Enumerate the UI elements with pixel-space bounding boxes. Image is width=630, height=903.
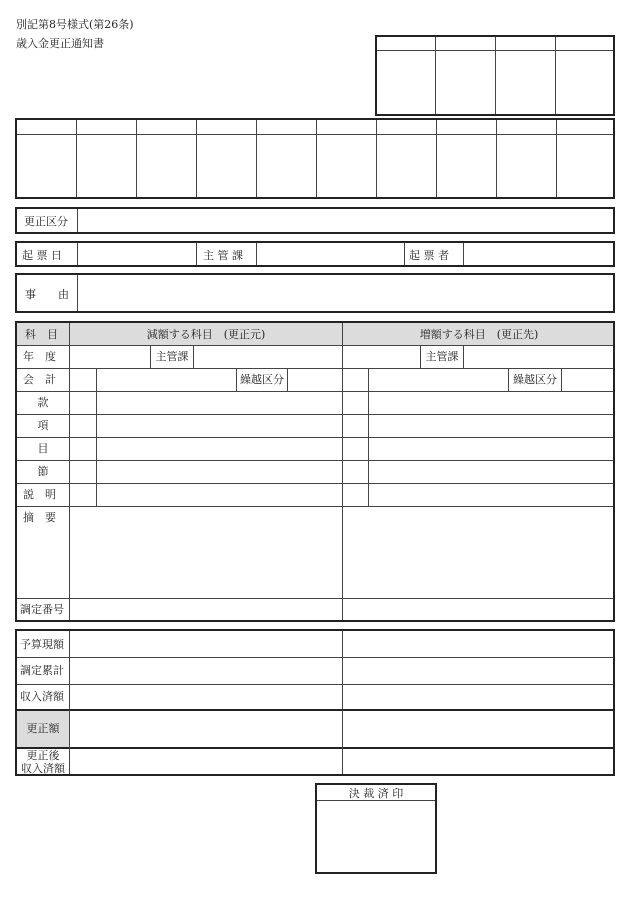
cumulative-label: 調定累計 (20, 664, 64, 677)
correction-type-field[interactable] (79, 209, 613, 232)
received-label: 収入済額 (20, 690, 64, 703)
row-label-kou: 項 (37, 419, 49, 432)
form-number: 別記第8号様式(第26条) (16, 18, 134, 31)
decrease-carryover-label: 繰越区分 (240, 373, 284, 386)
issuer-field[interactable] (465, 243, 613, 265)
issuer-label: 起 票 者 (409, 249, 449, 262)
seal-grid (15, 118, 615, 199)
increase-department-label: 主管課 (425, 350, 459, 363)
row-label-assessment-number: 調定番号 (20, 603, 64, 616)
increase-carryover-label: 繰越区分 (513, 373, 557, 386)
issue-date-label: 起 票 日 (22, 249, 62, 262)
approval-seal-grid (375, 35, 615, 116)
correction-type-label: 更正区分 (24, 215, 68, 228)
decrease-department-label: 主管課 (155, 350, 189, 363)
row-label-fiscal-year: 年 度 (23, 350, 56, 363)
row-label-kan: 款 (37, 396, 49, 409)
reason-field[interactable] (79, 275, 613, 311)
after-correction-received-label: 収入済額 (21, 762, 65, 775)
row-label-description: 説 明 (23, 488, 56, 501)
reason-row (15, 273, 615, 313)
budget-label: 予算現額 (20, 638, 64, 651)
department-field[interactable] (258, 243, 403, 265)
reason-label: 事 由 (25, 288, 69, 301)
row-label-account: 会 計 (23, 373, 56, 386)
correction-type-row (15, 207, 615, 234)
row-label-setsu: 節 (37, 465, 49, 478)
after-correction-label: 更正後 (26, 749, 60, 762)
approval-stamp-box (315, 783, 437, 874)
row-label-summary: 摘 要 (23, 511, 56, 524)
decrease-header: 減額する科目 (更正元) (146, 328, 266, 341)
issue-info-row (15, 241, 615, 267)
approval-stamp-label: 決 裁 済 印 (348, 787, 404, 800)
increase-header: 増額する科目 (更正先) (419, 328, 539, 341)
department-label: 主 管 課 (203, 249, 243, 262)
amounts-table (15, 629, 615, 776)
row-label-moku: 目 (37, 442, 49, 455)
subject-header-label: 科 目 (25, 328, 58, 341)
correction-amount-label: 更正額 (26, 722, 60, 735)
subject-table (15, 321, 615, 622)
issue-date-field[interactable] (79, 243, 195, 265)
page-title: 歳入金更正通知書 (16, 37, 104, 50)
